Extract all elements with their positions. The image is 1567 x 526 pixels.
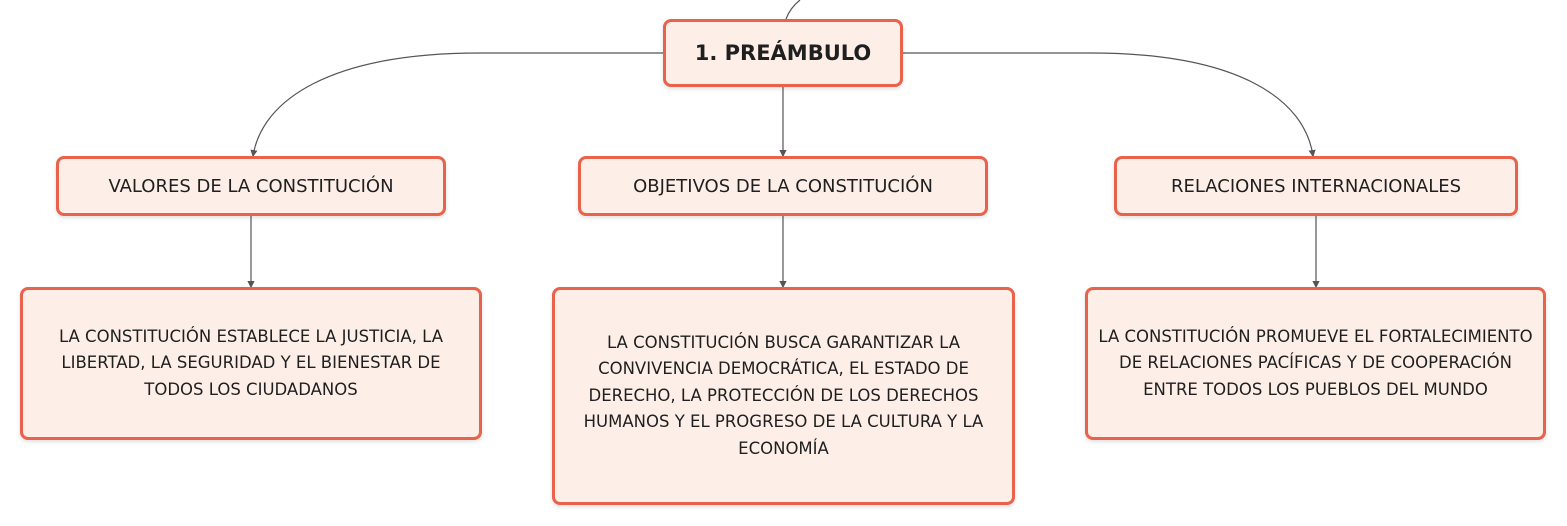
branch-node-valores[interactable] [56,156,446,216]
root-node-label: 1. PREÁMBULO [694,41,872,65]
leaf-node-text: LA CONSTITUCIÓN PROMUEVE EL FORTALECIMIENTO DE RELACIONES PACÍFICAS Y DE COOPERACIÓN ENTRE TODOS LOS PUEBLOS DEL MUNDO [1098,326,1533,399]
connector-root-to-relaciones [903,53,1313,156]
leaf-node-text: LA CONSTITUCIÓN BUSCA GARANTIZAR LA CONVIVENCIA DEMOCRÁTICA, EL ESTADO DE DERECHO, LA PROTECCIÓN DE LOS DERECHOS HUMANOS Y EL PROGRESO DE LA CULTURA Y LA ECONOMÍA [583,332,984,458]
connector-root-to-valores [253,53,663,156]
root-node-preambulo[interactable] [663,19,903,87]
leaf-node-objetivos-description[interactable] [552,287,1015,505]
branch-node-label: OBJETIVOS DE LA CONSTITUCIÓN [633,175,933,197]
leaf-node-text: LA CONSTITUCIÓN ESTABLECE LA JUSTICIA, LA LIBERTAD, LA SEGURIDAD Y EL BIENESTAR DE TODOS LOS CIUDADANOS [58,326,444,399]
leaf-node-relaciones-description[interactable] [1085,287,1546,440]
connector-parent-to-root [786,0,800,19]
branch-node-relaciones[interactable] [1114,156,1518,216]
branch-node-objetivos[interactable] [578,156,988,216]
leaf-node-valores-description[interactable] [20,287,482,440]
branch-node-label: RELACIONES INTERNACIONALES [1170,175,1462,197]
branch-node-label: VALORES DE LA CONSTITUCIÓN [108,175,394,197]
